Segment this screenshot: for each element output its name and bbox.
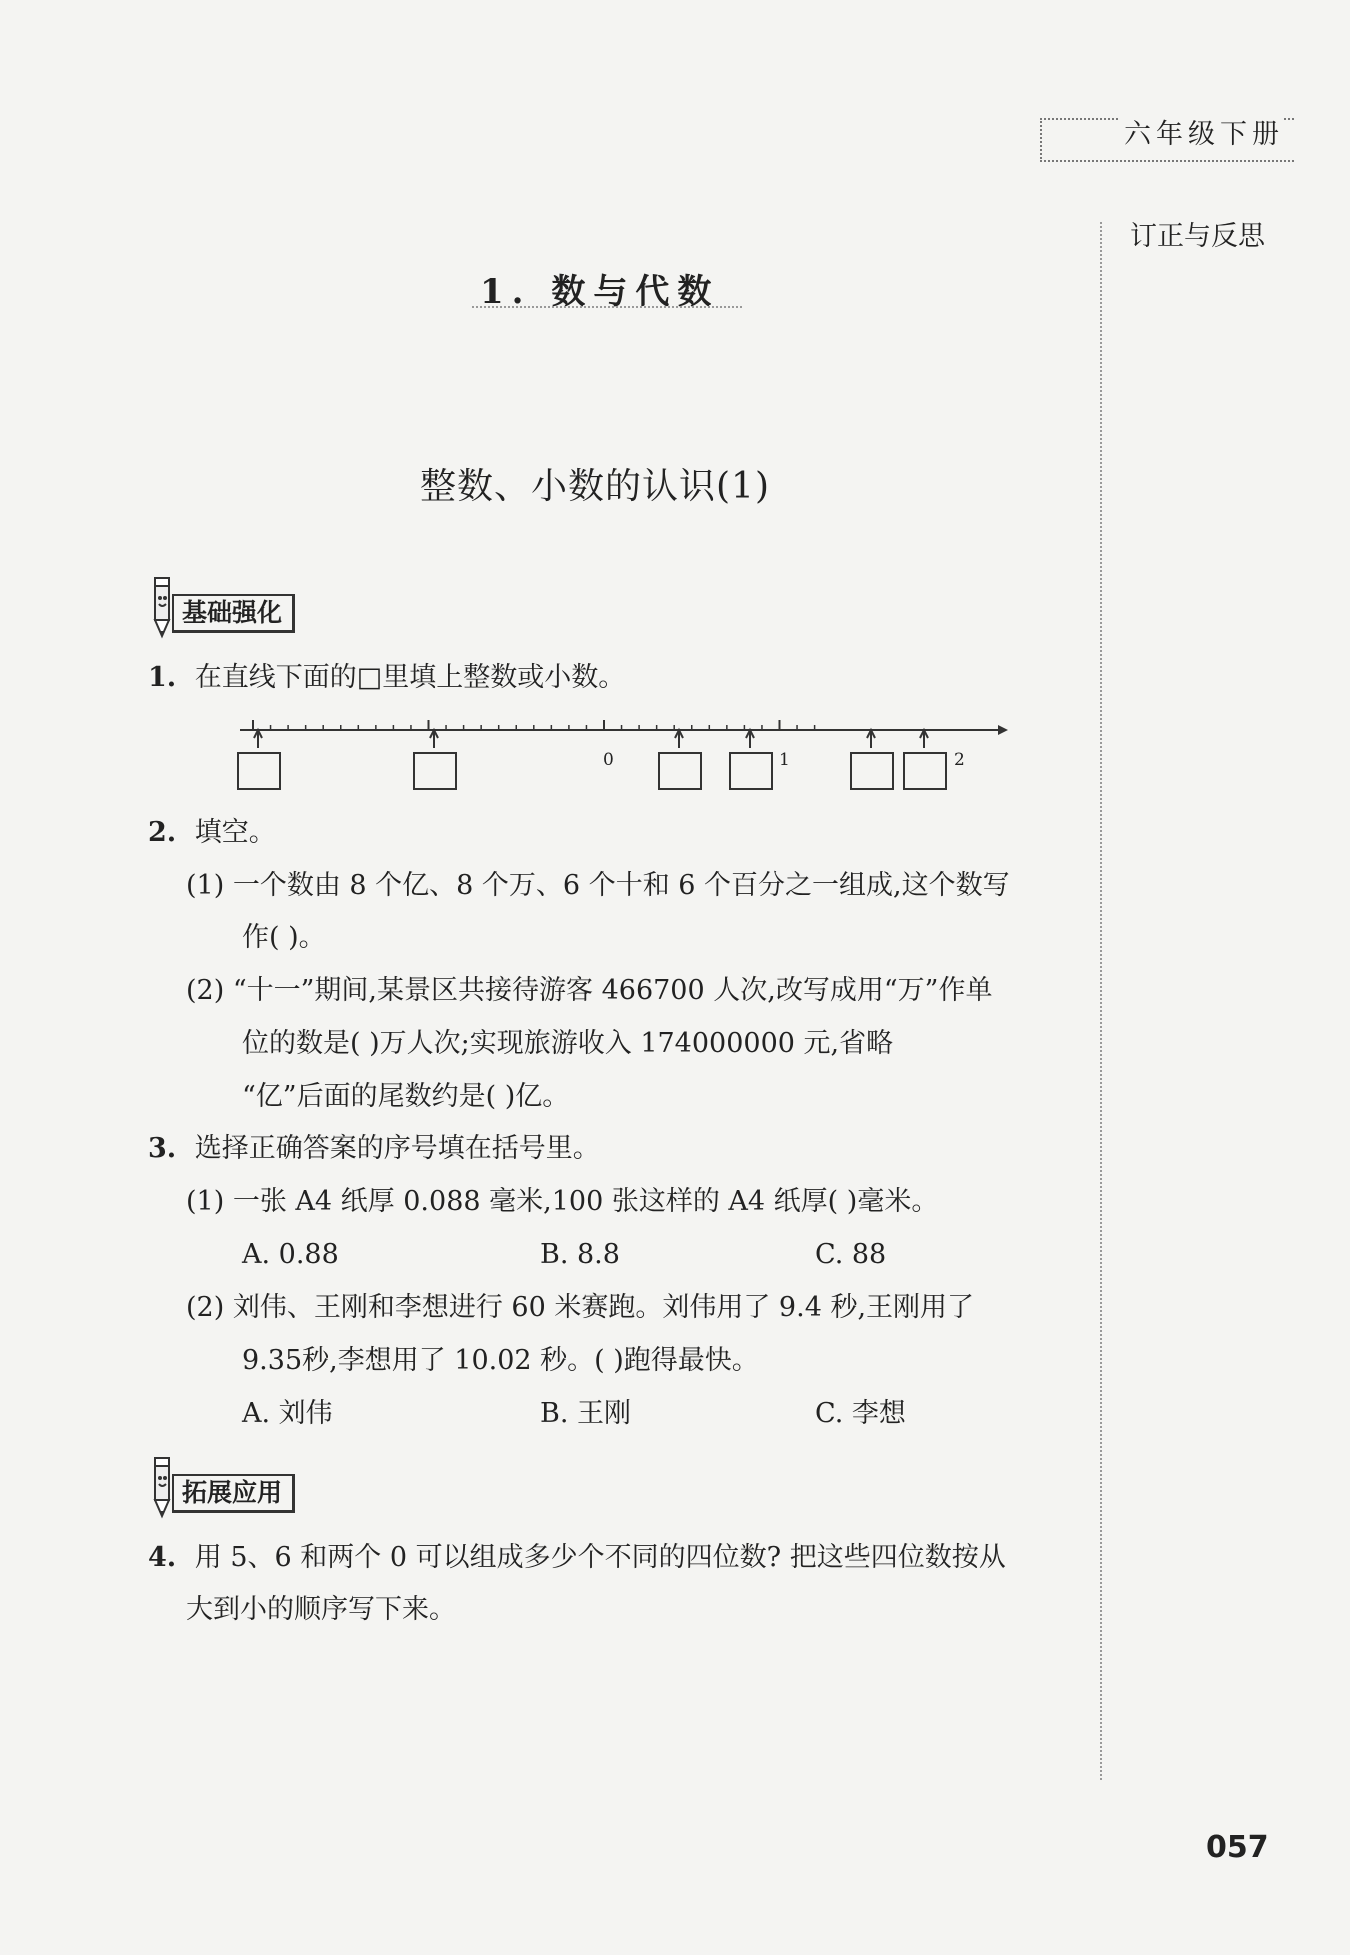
question-3-text: 选择正确答案的序号填在括号里。: [194, 1133, 600, 1164]
number-line-label-2: 2: [954, 750, 965, 770]
section-title: 1. 数与代数: [480, 272, 720, 312]
answer-box[interactable]: [237, 752, 281, 790]
question-4-line-2: 大到小的顺序写下来。: [186, 1594, 456, 1625]
section-underline: [472, 306, 742, 308]
question-1: [148, 660, 625, 696]
option-b[interactable]: B. 王刚: [540, 1398, 632, 1429]
pointer-arrow: [254, 730, 262, 748]
pointer-arrow: [920, 730, 928, 748]
question-2-part-1-line-1: (1) 一个数由 8 个亿、8 个万、6 个十和 6 个百分之一组成,这个数写: [186, 870, 1010, 901]
tag-extension-label: 拓展应用: [172, 1474, 295, 1513]
question-3-number: 3.: [148, 1133, 177, 1164]
grade-label: 六年级下册: [1118, 112, 1284, 151]
tag-basic-label: 基础强化: [172, 594, 295, 633]
question-3: [148, 1131, 600, 1167]
question-1-text: 在直线下面的□里填上整数或小数。: [194, 662, 626, 693]
margin-divider: [1100, 222, 1102, 1780]
question-2-part-2-line-3: “亿”后面的尾数约是( )亿。: [242, 1081, 570, 1112]
question-2-part-2-line-2: 位的数是( )万人次;实现旅游收入 174000000 元,省略: [242, 1028, 894, 1059]
number-line-ticks: [253, 720, 928, 748]
number-line: [240, 712, 1020, 752]
question-4-number: 4.: [148, 1542, 177, 1573]
page-number: 057: [1206, 1830, 1269, 1865]
question-2-part-1-line-2: 作( )。: [242, 922, 326, 953]
number-line-label-1: 1: [779, 750, 790, 770]
question-2: [148, 815, 276, 851]
answer-box[interactable]: [658, 752, 702, 790]
option-c[interactable]: C. 李想: [815, 1398, 906, 1429]
question-2-text: 填空。: [194, 817, 276, 848]
question-3-part-1: (1) 一张 A4 纸厚 0.088 毫米,100 张这样的 A4 纸厚( )毫米。: [186, 1186, 939, 1217]
question-2-part-2-line-1: (2) “十一”期间,某景区共接待游客 466700 人次,改写成用“万”作单: [186, 975, 993, 1006]
lesson-title: 整数、小数的认识(1): [420, 466, 770, 507]
option-a[interactable]: A. 0.88: [242, 1239, 339, 1270]
answer-box[interactable]: [729, 752, 773, 790]
option-c[interactable]: C. 88: [815, 1239, 887, 1270]
number-line-label-0: 0: [603, 750, 614, 770]
answer-box[interactable]: [413, 752, 457, 790]
question-2-number: 2.: [148, 817, 177, 848]
answer-box[interactable]: [903, 752, 947, 790]
option-a[interactable]: A. 刘伟: [242, 1398, 333, 1429]
pointer-arrow: [430, 730, 438, 748]
number-line-arrow: [998, 725, 1008, 735]
pointer-arrow: [746, 730, 754, 748]
question-3-part-2-line-1: (2) 刘伟、王刚和李想进行 60 米赛跑。刘伟用了 9.4 秒,王刚用了: [186, 1292, 975, 1323]
question-4: [148, 1540, 1006, 1576]
question-4-line-1: 用 5、6 和两个 0 可以组成多少个不同的四位数? 把这些四位数按从: [194, 1542, 1006, 1573]
margin-title: 订正与反思: [1130, 221, 1265, 252]
pointer-arrow: [867, 730, 875, 748]
option-b[interactable]: B. 8.8: [540, 1239, 620, 1270]
question-1-number: 1.: [148, 662, 177, 693]
answer-box[interactable]: [850, 752, 894, 790]
question-3-part-2-line-2: 9.35秒,李想用了 10.02 秒。( )跑得最快。: [242, 1345, 759, 1376]
grade-banner: [1040, 118, 1294, 162]
pointer-arrow: [675, 730, 683, 748]
